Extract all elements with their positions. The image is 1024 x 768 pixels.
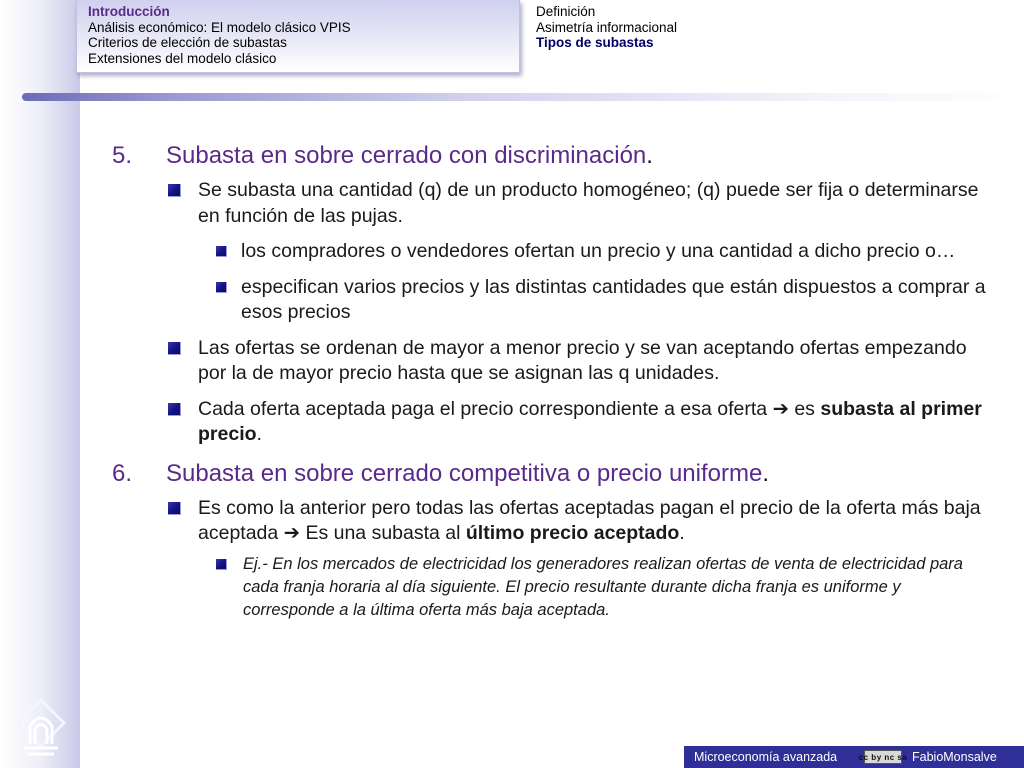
square-bullet-icon xyxy=(168,342,181,355)
nav-item-analisis-economico[interactable]: Análisis económico: El modelo clásico VPIS xyxy=(88,19,351,35)
list-item xyxy=(112,336,992,387)
footer-bar xyxy=(684,746,1024,768)
section-6-item-1-end: . xyxy=(679,522,685,544)
section-5-item-2: Las ofertas se ordenan de mayor a menor precio y se van aceptando ofertas empezando por la de mayor precio hasta que se asignan las q unidades. xyxy=(198,336,967,384)
section-5-item-3-text: Cada oferta aceptada paga el precio correspondiente a esa oferta xyxy=(198,397,768,420)
section-5-item-3-end: . xyxy=(256,423,262,445)
cc-license-badge[interactable]: cc by nc sa xyxy=(864,750,902,764)
list-item xyxy=(112,178,992,229)
section-6-example: Ej.- En los mercados de electricidad los generadores realizan ofertas de venta de electricidad para cada franja horaria al día siguiente. El precio resultante durante dicha franja es uniforme y corresponde a la última oferta más baja aceptada. xyxy=(243,554,963,619)
footer-author: FabioMonsalve xyxy=(912,750,997,764)
square-bullet-icon xyxy=(216,559,227,570)
slide-content xyxy=(112,142,992,622)
section-5-heading xyxy=(112,142,992,170)
section-5-item-3-mid: es xyxy=(794,397,815,420)
section-6-trail: . xyxy=(762,459,769,487)
section-5-item-1: Se subasta una cantidad (q) de un producto homogéneo; (q) puede ser fija o determinarse en función de las pujas. xyxy=(198,179,979,227)
section-5-number: 5. xyxy=(112,142,133,169)
square-bullet-icon xyxy=(168,502,181,515)
section-5-item-1-sub-2: especifican varios precios y las distintas cantidades que están dispuestos a comprar a esos precios xyxy=(241,275,986,323)
section-6-item-1-mid: Es una subasta al xyxy=(305,522,461,544)
section-6-item-1-text: Es como la anterior pero todas las ofertas aceptadas pagan el precio de la oferta más baja aceptada xyxy=(198,496,981,544)
section-5-trail: . xyxy=(646,142,653,169)
section-5-item-1-sub-1: los compradores o vendedores ofertan un precio y una cantidad a dicho precio o… xyxy=(241,240,956,262)
nav-item-extensiones[interactable]: Extensiones del modelo clásico xyxy=(88,50,277,66)
header-separator-bar xyxy=(22,93,1024,101)
subnav-item-asimetria[interactable]: Asimetría informacional xyxy=(536,19,678,35)
section-5-item-3-bold: subasta al primer precio xyxy=(198,397,982,445)
list-item xyxy=(112,397,992,448)
list-item xyxy=(112,239,992,265)
square-bullet-icon xyxy=(168,403,181,416)
nav-item-criterios[interactable]: Criterios de elección de subastas xyxy=(88,35,287,50)
section-6-title: Subasta en sobre cerrado competitiva o precio uniforme xyxy=(166,459,763,487)
left-gradient-band xyxy=(0,0,80,768)
nav-item-introduccion[interactable]: Introducción xyxy=(88,4,170,19)
header-nav-panel xyxy=(76,0,520,73)
subnav-item-tipos-subastas[interactable]: Tipos de subastas xyxy=(536,35,654,50)
section-5-title: Subasta en sobre cerrado con discriminación xyxy=(166,142,647,169)
section-6-heading xyxy=(112,460,992,488)
right-arrow-icon: ➔ xyxy=(772,397,789,420)
square-bullet-icon xyxy=(168,184,181,197)
footer-course: Microeconomía avanzada xyxy=(694,750,838,764)
section-6-item-1-bold: último precio aceptado xyxy=(465,522,680,544)
list-item xyxy=(112,553,992,622)
university-arch-logo xyxy=(12,696,70,762)
section-6-number: 6. xyxy=(112,459,133,487)
list-item xyxy=(112,496,992,547)
subnav-item-definicion[interactable]: Definición xyxy=(536,4,596,19)
right-arrow-icon: ➔ xyxy=(283,522,301,544)
square-bullet-icon xyxy=(216,282,227,293)
list-item xyxy=(112,275,992,326)
square-bullet-icon xyxy=(216,246,227,257)
header-subnav xyxy=(536,4,677,51)
